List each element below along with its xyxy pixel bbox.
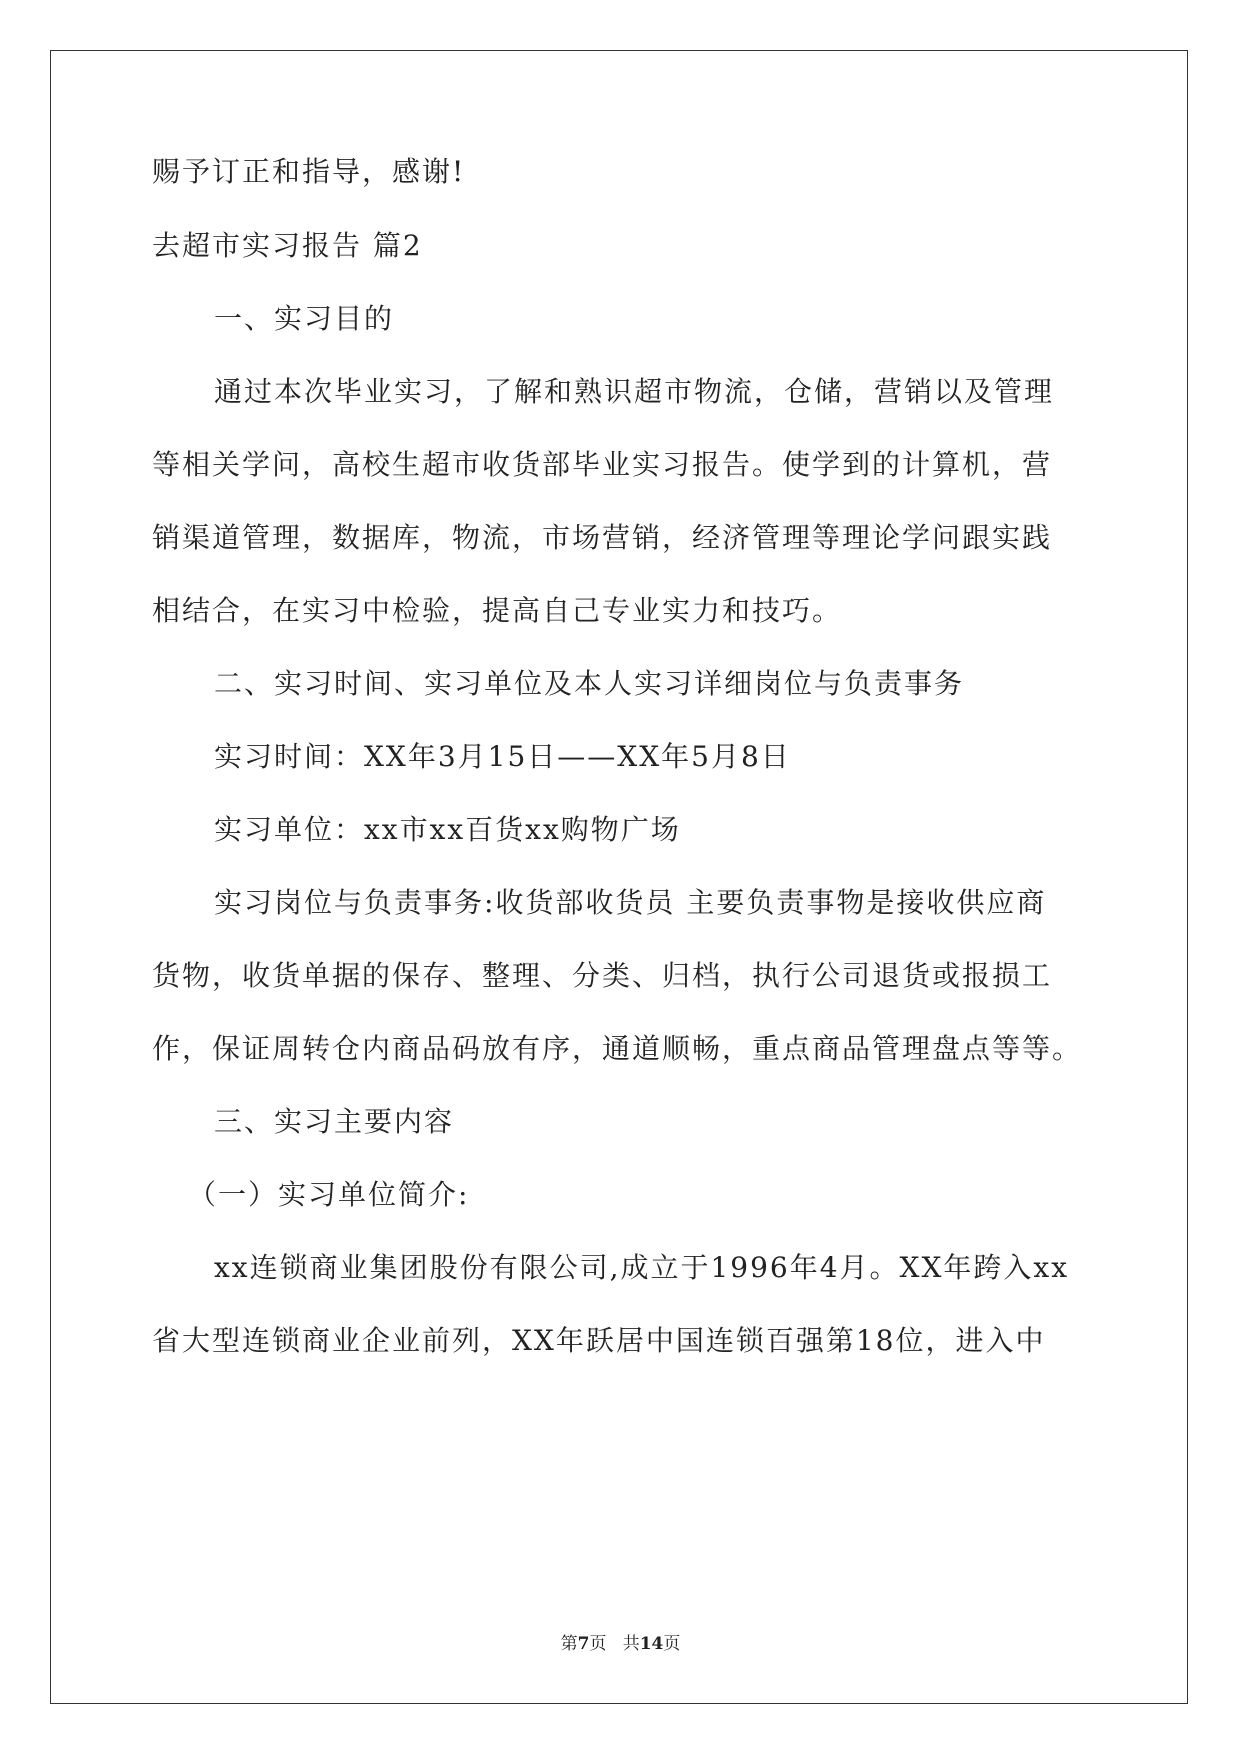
page-footer xyxy=(0,1633,1241,1655)
paragraph-line: 通过本次毕业实习，了解和熟识超市物流，仓储，营销以及管理 xyxy=(214,375,1055,408)
paragraph-line: 省大型连锁商业企业前列，XX年跃居中国连锁百强第18位，进入中 xyxy=(152,1324,1046,1357)
paragraph-line: 货物，收货单据的保存、整理、分类、归档，执行公司退货或报损工 xyxy=(152,959,1053,992)
paragraph-line: 实习岗位与负责事务:收货部收货员 主要负责事物是接收供应商 xyxy=(214,886,1047,919)
paragraph-line: xx连锁商业集团股份有限公司,成立于1996年4月。XX年跨入xx xyxy=(214,1251,1070,1284)
text-line-1: 赐予订正和指导，感谢! xyxy=(152,155,466,188)
footer-total-prefix: 共 xyxy=(622,1634,640,1654)
footer-total-suffix: 页 xyxy=(663,1634,681,1654)
internship-unit: 实习单位：xx市xx百货xx购物广场 xyxy=(214,813,681,846)
paragraph-line: 销渠道管理，数据库，物流，市场营销，经济管理等理论学问跟实践 xyxy=(152,521,1053,554)
paragraph-line: 相结合，在实习中检验，提高自己专业实力和技巧。 xyxy=(152,594,843,627)
paragraph-line: 等相关学问，高校生超市收货部毕业实习报告。使学到的计算机，营 xyxy=(152,448,1053,481)
footer-page-number: 7 xyxy=(577,1634,590,1654)
footer-total-pages: 14 xyxy=(639,1634,664,1654)
section-title: 去超市实习报告 篇2 xyxy=(152,229,423,262)
heading-2: 二、实习时间、实习单位及本人实习详细岗位与负责事务 xyxy=(214,667,965,700)
paragraph-line: 作，保证周转仓内商品码放有序，通道顺畅，重点商品管理盘点等等。 xyxy=(152,1032,1083,1065)
heading-3: 三、实习主要内容 xyxy=(214,1105,455,1138)
footer-page-suffix: 页 xyxy=(589,1634,607,1654)
heading-1: 一、实习目的 xyxy=(214,302,395,335)
internship-time: 实习时间：XX年3月15日——XX年5月8日 xyxy=(214,740,791,773)
subheading-1: （一）实习单位简介: xyxy=(188,1178,470,1211)
footer-prefix: 第 xyxy=(560,1634,578,1654)
